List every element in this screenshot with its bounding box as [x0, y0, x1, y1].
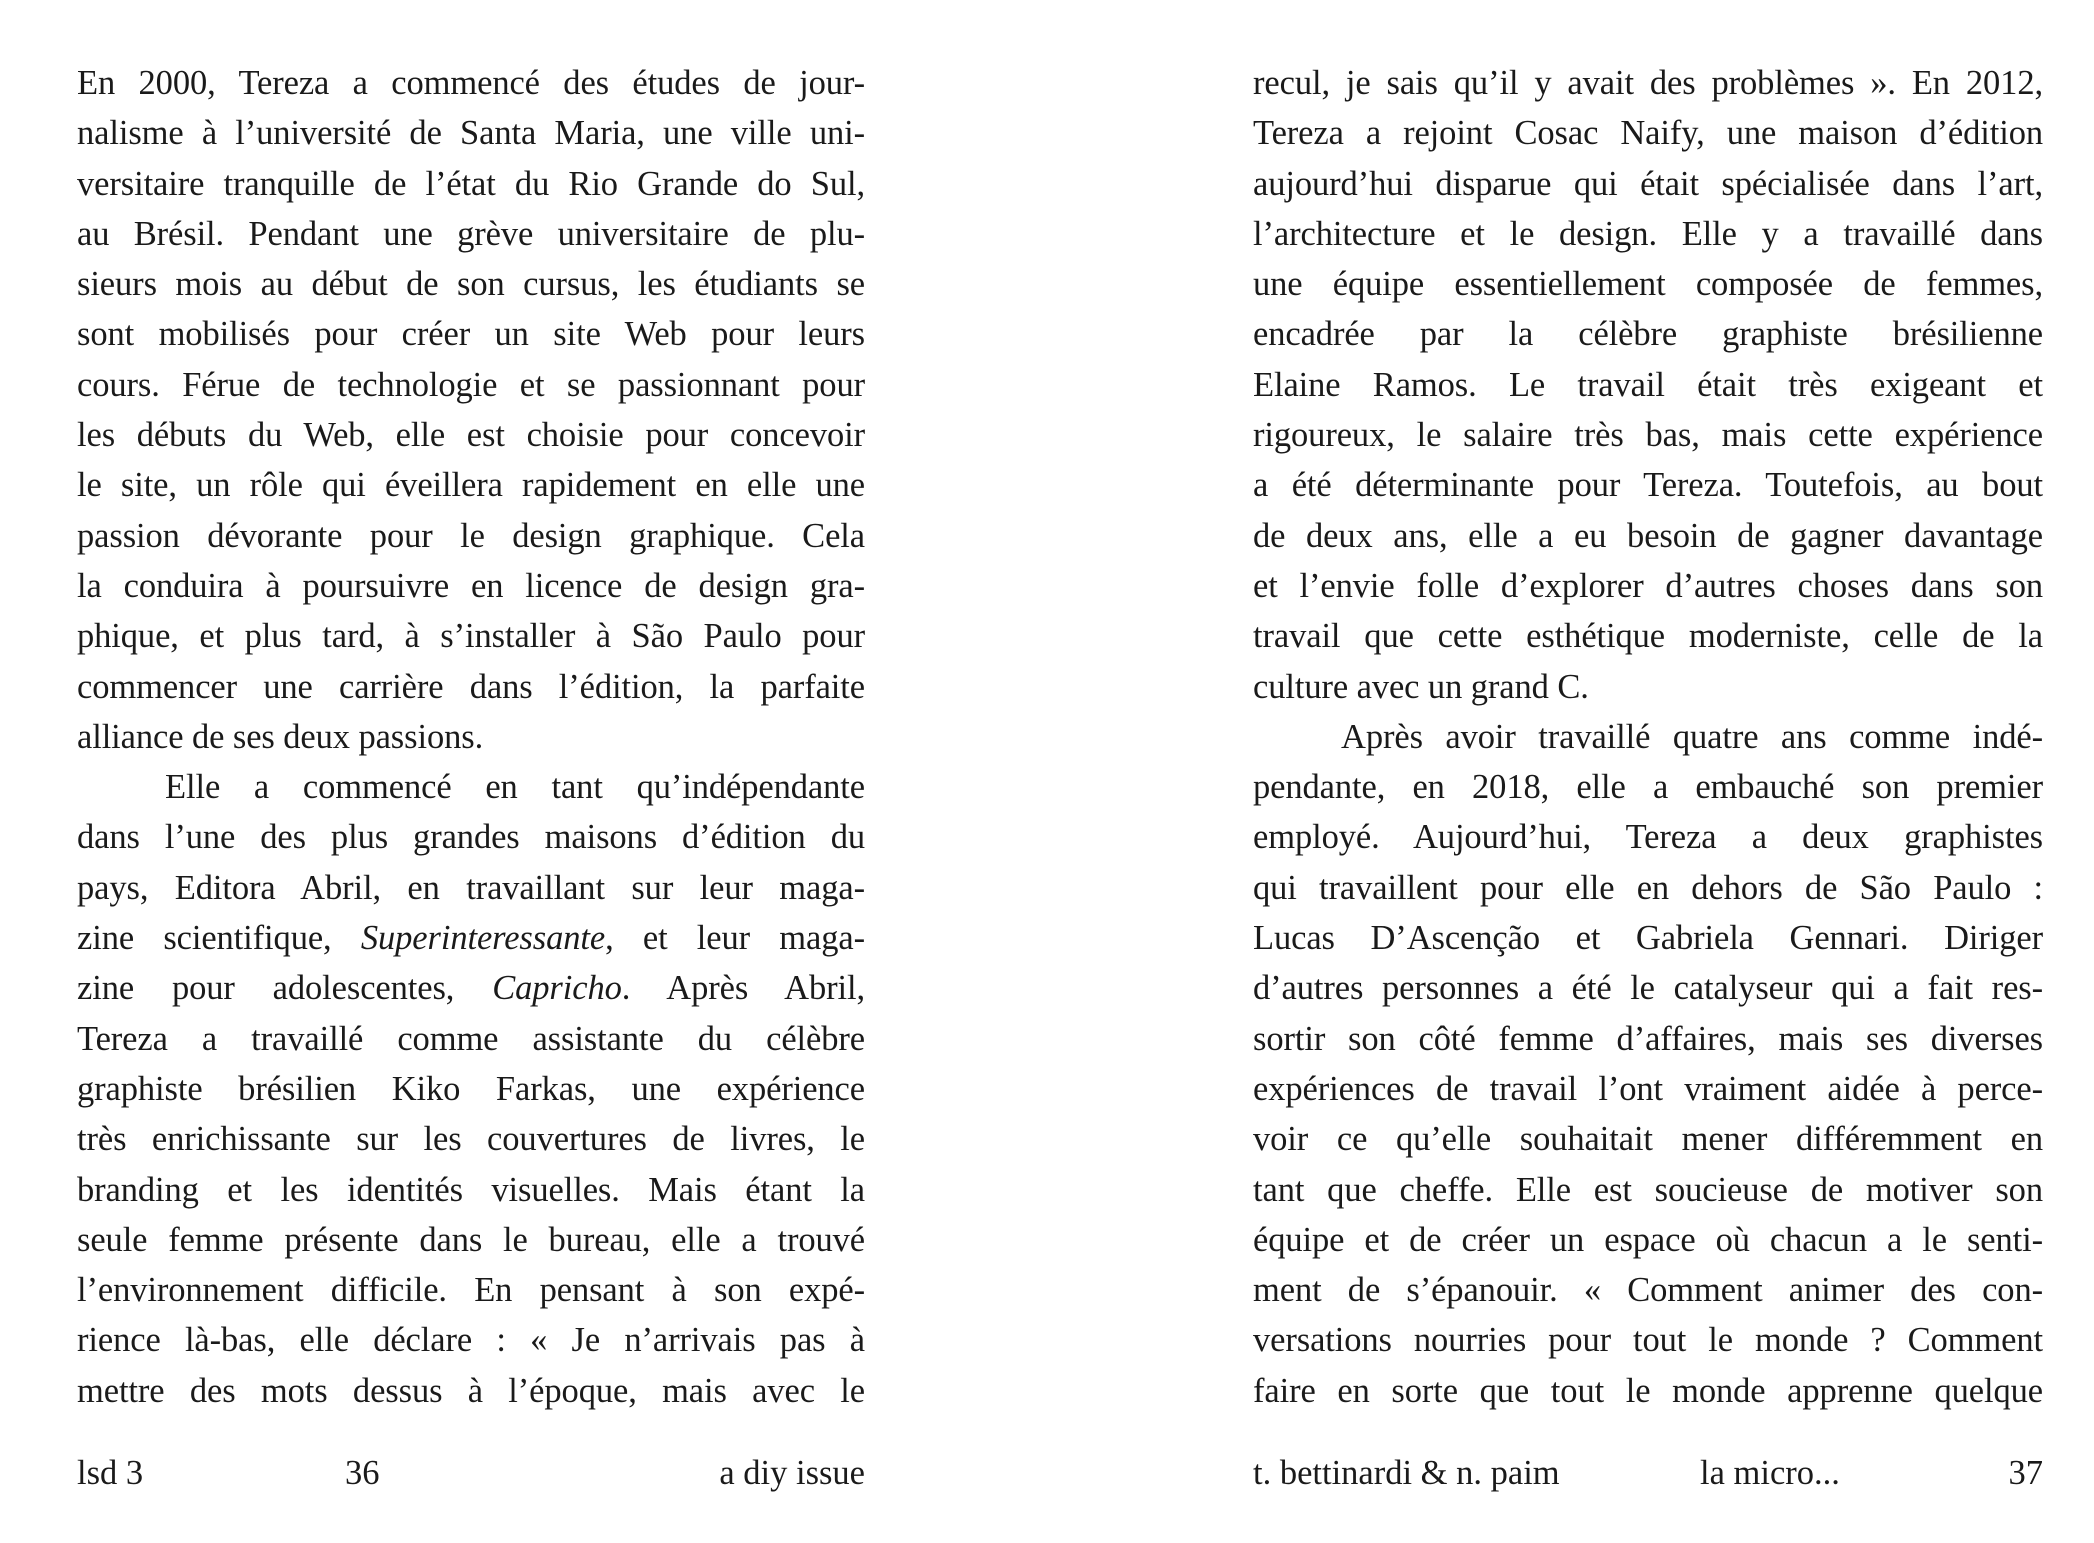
text-segment: la conduira à poursuivre en licence de design gra- [77, 566, 865, 605]
text-line [77, 913, 865, 963]
text-segment: l’environnement difficile. En pensant à son expé- [77, 1271, 865, 1310]
text-segment: En 2000, Tereza a commencé des études de jour- [77, 64, 865, 102]
text-line [1253, 762, 2043, 812]
text-segment: rigoureux, le salaire très bas, mais cette expérience [1253, 416, 2043, 455]
text-segment: nalisme à l’université de Santa Maria, une ville uni- [77, 114, 865, 153]
text-line [77, 1215, 865, 1265]
text-segment: recul, je sais qu’il y avait des problèmes ». En 2012, [1253, 64, 2043, 102]
text-line [77, 460, 865, 510]
text-segment: voir ce qu’elle souhaitait mener différemment en [1253, 1120, 2043, 1159]
text-line [1253, 410, 2043, 460]
text-segment: pays, Editora Abril, en travaillant sur leur maga- [77, 868, 865, 907]
text-segment: Après avoir travaillé quatre ans comme indé- [1341, 717, 2043, 756]
text-line [77, 209, 865, 259]
italic-title: Superinteressante [360, 919, 606, 958]
text-line [1253, 511, 2043, 561]
text-segment: commencer une carrière dans l’édition, la parfaite [77, 667, 865, 706]
text-line [1253, 1014, 2043, 1064]
text-line [77, 159, 865, 209]
text-line [77, 1114, 865, 1164]
text-line [77, 963, 865, 1013]
text-segment: graphiste brésilien Kiko Farkas, une expérience [77, 1069, 865, 1108]
text-line [77, 712, 865, 762]
text-segment: a été déterminante pour Tereza. Toutefois, au bout [1253, 466, 2043, 505]
text-line [1253, 662, 2043, 712]
text-line [1253, 460, 2043, 510]
text-line [1253, 209, 2043, 259]
text-segment: Lucas D’Ascenção et Gabriela Gennari. Diriger [1253, 919, 2043, 958]
footer-journal-name: lsd 3 [77, 1454, 144, 1492]
text-segment: zine pour adolescentes, [77, 969, 493, 1008]
footer-page-number-right: 37 [2008, 1454, 2043, 1492]
text-segment: rience là-bas, elle déclare : « Je n’arrivais pas à [77, 1321, 865, 1360]
right-page-body-text [1253, 58, 2043, 1416]
text-line [1253, 360, 2043, 410]
text-segment: ment de s’épanouir. « Comment animer des con- [1253, 1271, 2043, 1310]
text-line [77, 1315, 865, 1365]
text-segment: pendante, en 2018, elle a embauché son premier [1253, 768, 2043, 807]
text-line [1253, 1366, 2043, 1416]
text-line [77, 1366, 865, 1416]
text-line [1253, 309, 2043, 359]
text-segment: faire en sorte que tout le monde apprenne quelque [1253, 1371, 2043, 1410]
text-line [77, 611, 865, 661]
text-segment: versations nourries pour tout le monde ? Comment [1253, 1321, 2043, 1360]
text-segment: d’autres personnes a été le catalyseur qui a fait res- [1253, 969, 2043, 1008]
text-segment: très enrichissante sur les couvertures de livres, le [77, 1120, 865, 1159]
text-segment: phique, et plus tard, à s’installer à São Paulo pour [77, 617, 865, 656]
text-line [1253, 812, 2043, 862]
text-line [1253, 561, 2043, 611]
text-line [1253, 611, 2043, 661]
text-line [77, 108, 865, 158]
text-segment: dans l’une des plus grandes maisons d’édition du [77, 818, 865, 857]
text-segment: travail que cette esthétique moderniste, celle de la [1253, 617, 2043, 656]
text-segment: Tereza a rejoint Cosac Naify, une maison d’édition [1253, 114, 2043, 153]
text-segment: . Après Abril, [621, 969, 865, 1008]
text-line [77, 309, 865, 359]
text-segment: au Brésil. Pendant une grève universitaire de plu- [77, 214, 865, 253]
left-page-body-text [77, 58, 865, 1416]
text-segment: passion dévorante pour le design graphique. Cela [77, 516, 865, 555]
text-segment: une équipe essentiellement composée de femmes, [1253, 265, 2043, 304]
text-segment: cours. Férue de technologie et se passionnant pour [77, 365, 865, 404]
text-segment: aujourd’hui disparue qui était spécialisée dans l’art, [1253, 164, 2043, 203]
text-line [1253, 1315, 2043, 1365]
text-segment: sont mobilisés pour créer un site Web pour leurs [77, 315, 865, 354]
text-line [77, 863, 865, 913]
text-line [1253, 159, 2043, 209]
text-line [77, 812, 865, 862]
text-segment: équipe et de créer un espace où chacun a le senti- [1253, 1220, 2043, 1259]
footer-authors: t. bettinardi & n. paim [1253, 1454, 1560, 1492]
text-line [1253, 259, 2043, 309]
text-segment: les débuts du Web, elle est choisie pour concevoir [77, 416, 865, 455]
text-segment: versitaire tranquille de l’état du Rio Grande do Sul, [77, 164, 865, 203]
text-line [77, 1014, 865, 1064]
text-line [77, 561, 865, 611]
text-line [1253, 1064, 2043, 1114]
text-line [1253, 712, 2043, 762]
text-line [77, 259, 865, 309]
text-line [77, 1265, 865, 1315]
text-line [77, 58, 865, 108]
text-line [77, 410, 865, 460]
text-line [77, 1064, 865, 1114]
text-segment: sortir son côté femme d’affaires, mais ses diverses [1253, 1019, 2043, 1058]
text-segment: mettre des mots dessus à l’époque, mais avec le [77, 1371, 865, 1410]
text-line [77, 1165, 865, 1215]
text-segment: Elaine Ramos. Le travail était très exigeant et [1253, 365, 2043, 404]
text-segment: expériences de travail l’ont vraiment aidée à perce- [1253, 1069, 2043, 1108]
text-segment: l’architecture et le design. Elle y a travaillé dans [1253, 214, 2043, 253]
text-line [1253, 1114, 2043, 1164]
text-segment: branding et les identités visuelles. Mais étant la [77, 1170, 865, 1209]
text-segment: le site, un rôle qui éveillera rapidement en elle une [77, 466, 865, 505]
text-line [1253, 963, 2043, 1013]
text-segment: sieurs mois au début de son cursus, les étudiants se [77, 265, 865, 304]
text-line [77, 511, 865, 561]
text-line [1253, 863, 2043, 913]
text-line [77, 762, 865, 812]
text-segment: tant que cheffe. Elle est soucieuse de motiver son [1253, 1170, 2043, 1209]
text-segment: alliance de ses deux passions. [77, 717, 484, 756]
text-segment: , et leur maga- [605, 919, 865, 958]
text-line [1253, 108, 2043, 158]
text-line [1253, 1215, 2043, 1265]
text-line [1253, 913, 2043, 963]
text-segment: seule femme présente dans le bureau, elle a trouvé [77, 1220, 865, 1259]
text-segment: de deux ans, elle a eu besoin de gagner davantage [1253, 516, 2043, 555]
italic-title: Capricho [492, 969, 622, 1008]
text-line [1253, 58, 2043, 108]
text-segment: et l’envie folle d’explorer d’autres choses dans son [1253, 566, 2043, 605]
text-line [77, 360, 865, 410]
footer-article-title: la micro... [1700, 1454, 1840, 1492]
text-segment: Elle a commencé en tant qu’indépendante [165, 768, 865, 807]
text-line [1253, 1265, 2043, 1315]
text-segment: zine scientifique, [77, 919, 361, 958]
text-segment: qui travaillent pour elle en dehors de São Paulo : [1253, 868, 2043, 907]
text-segment: employé. Aujourd’hui, Tereza a deux graphistes [1253, 818, 2043, 857]
footer-page-number-left: 36 [345, 1454, 380, 1492]
text-segment: encadrée par la célèbre graphiste brésilienne [1253, 315, 2043, 354]
text-line [1253, 1165, 2043, 1215]
text-line [77, 662, 865, 712]
text-segment: Tereza a travaillé comme assistante du célèbre [77, 1019, 865, 1058]
text-segment: culture avec un grand C. [1253, 667, 1589, 706]
footer-issue-title: a diy issue [719, 1454, 865, 1492]
